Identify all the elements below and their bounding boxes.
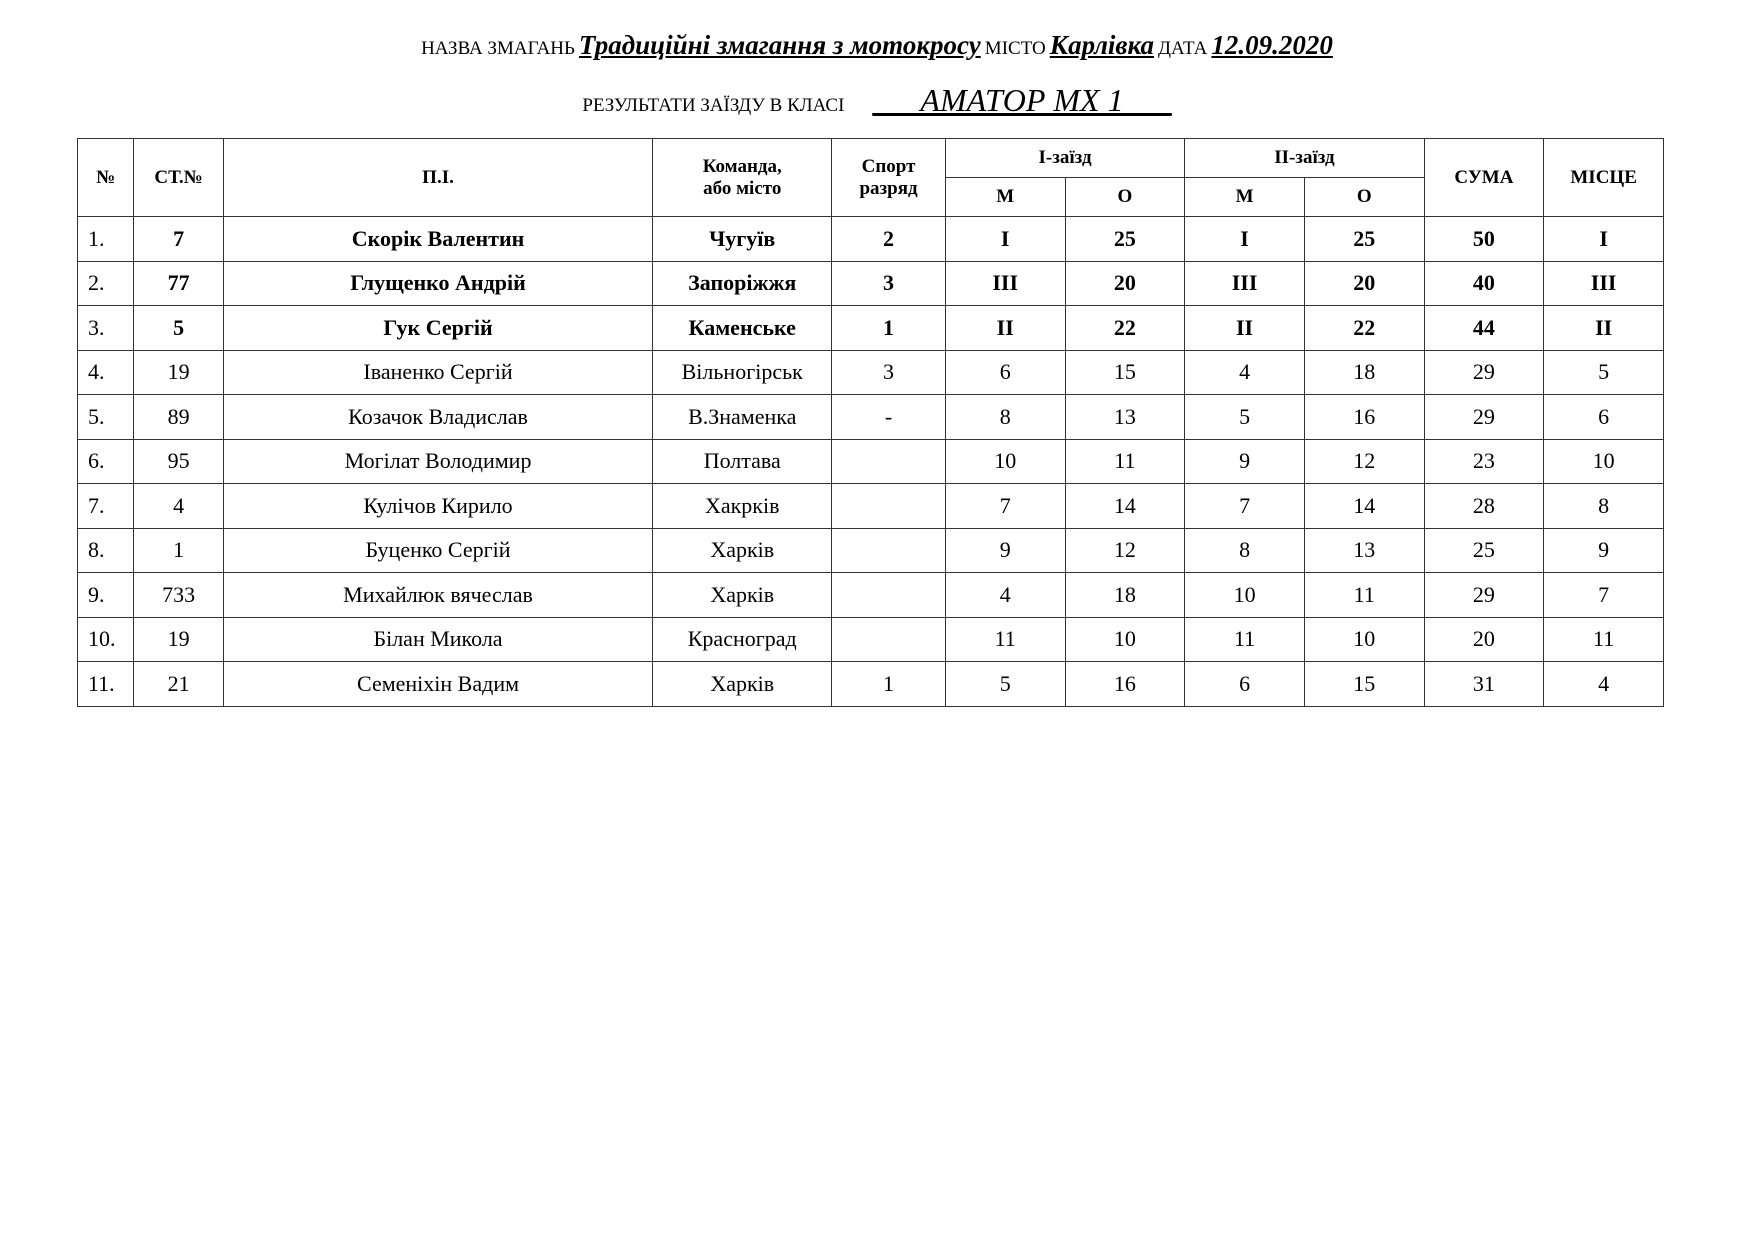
cell-team: Хакрків xyxy=(653,484,832,529)
cell-place: 4 xyxy=(1544,662,1664,707)
cell-race1-o: 16 xyxy=(1065,662,1185,707)
cell-num: 7. xyxy=(78,484,134,529)
cell-place: 9 xyxy=(1544,528,1664,573)
cell-total: 20 xyxy=(1424,617,1544,662)
table-row xyxy=(78,395,1664,440)
col-header-name: П.І. xyxy=(223,139,652,217)
cell-race2-o: 12 xyxy=(1304,439,1424,484)
cell-start-num: 77 xyxy=(134,261,224,306)
cell-race2-m: 7 xyxy=(1185,484,1305,529)
col-header-team-line1: Команда, xyxy=(702,155,782,177)
cell-race2-o: 18 xyxy=(1304,350,1424,395)
class-label: РЕЗУЛЬТАТИ ЗАЇЗДУ В КЛАСІ xyxy=(582,95,845,116)
cell-total: 29 xyxy=(1424,395,1544,440)
cell-total: 31 xyxy=(1424,662,1544,707)
cell-start-num: 1 xyxy=(134,528,224,573)
cell-start-num: 7 xyxy=(134,217,224,262)
cell-start-num: 19 xyxy=(134,350,224,395)
cell-team: Вільногірськ xyxy=(653,350,832,395)
results-body xyxy=(78,217,1664,707)
col-header-race2: II-заїзд xyxy=(1185,139,1424,178)
cell-rank: - xyxy=(832,395,946,440)
cell-race1-m: 8 xyxy=(945,395,1065,440)
cell-race2-m: 6 xyxy=(1185,662,1305,707)
cell-race2-m: 9 xyxy=(1185,439,1305,484)
cell-race2-m: 10 xyxy=(1185,573,1305,618)
col-header-num: № xyxy=(78,139,134,217)
cell-start-num: 89 xyxy=(134,395,224,440)
cell-rank: 3 xyxy=(832,350,946,395)
cell-race2-o: 16 xyxy=(1304,395,1424,440)
cell-num: 1. xyxy=(78,217,134,262)
cell-race2-o: 11 xyxy=(1304,573,1424,618)
col-header-team-line2: або місто xyxy=(703,177,782,199)
cell-race1-o: 18 xyxy=(1065,573,1185,618)
table-row xyxy=(78,662,1664,707)
col-header-race1: I-заїзд xyxy=(945,139,1184,178)
table-row xyxy=(78,350,1664,395)
col-header-total: СУМА xyxy=(1424,139,1544,217)
cell-rank xyxy=(832,528,946,573)
cell-race2-m: I xyxy=(1185,217,1305,262)
cell-rank: 2 xyxy=(832,217,946,262)
cell-race1-o: 11 xyxy=(1065,439,1185,484)
cell-team: Запоріжжя xyxy=(653,261,832,306)
col-header-race2-m: М xyxy=(1185,178,1305,217)
table-row xyxy=(78,306,1664,351)
cell-name: Гук Сергій xyxy=(223,306,652,351)
col-header-start-num: СТ.№ xyxy=(134,139,224,217)
event-header-line xyxy=(0,30,1754,61)
cell-place: II xyxy=(1544,306,1664,351)
cell-team: Харків xyxy=(653,528,832,573)
cell-race1-o: 22 xyxy=(1065,306,1185,351)
cell-name: Кулічов Кирило xyxy=(223,484,652,529)
cell-total: 25 xyxy=(1424,528,1544,573)
cell-race1-o: 10 xyxy=(1065,617,1185,662)
cell-num: 3. xyxy=(78,306,134,351)
table-row xyxy=(78,617,1664,662)
cell-race1-m: III xyxy=(945,261,1065,306)
cell-team: Харків xyxy=(653,662,832,707)
table-row xyxy=(78,261,1664,306)
cell-race1-o: 15 xyxy=(1065,350,1185,395)
cell-rank xyxy=(832,484,946,529)
cell-team: Полтава xyxy=(653,439,832,484)
cell-rank: 1 xyxy=(832,662,946,707)
cell-num: 10. xyxy=(78,617,134,662)
cell-race2-o: 25 xyxy=(1304,217,1424,262)
event-label: НАЗВА ЗМАГАНЬ xyxy=(421,38,575,59)
cell-place: 11 xyxy=(1544,617,1664,662)
cell-total: 40 xyxy=(1424,261,1544,306)
cell-race2-m: 8 xyxy=(1185,528,1305,573)
cell-team: В.Знаменка xyxy=(653,395,832,440)
cell-start-num: 5 xyxy=(134,306,224,351)
cell-name: Скорік Валентин xyxy=(223,217,652,262)
cell-race1-m: 9 xyxy=(945,528,1065,573)
cell-race2-m: III xyxy=(1185,261,1305,306)
cell-start-num: 19 xyxy=(134,617,224,662)
cell-num: 5. xyxy=(78,395,134,440)
event-name: Традиційні змагання з мотокросу xyxy=(578,30,981,60)
col-header-place: МІСЦЕ xyxy=(1544,139,1664,217)
cell-race1-m: 11 xyxy=(945,617,1065,662)
cell-race1-o: 20 xyxy=(1065,261,1185,306)
col-header-race2-o: О xyxy=(1304,178,1424,217)
cell-race2-o: 22 xyxy=(1304,306,1424,351)
cell-num: 2. xyxy=(78,261,134,306)
class-header-line xyxy=(0,82,1754,119)
table-header-row xyxy=(78,139,1664,178)
cell-total: 29 xyxy=(1424,350,1544,395)
cell-race2-m: 5 xyxy=(1185,395,1305,440)
cell-num: 6. xyxy=(78,439,134,484)
cell-start-num: 95 xyxy=(134,439,224,484)
cell-race1-o: 13 xyxy=(1065,395,1185,440)
cell-total: 23 xyxy=(1424,439,1544,484)
cell-race2-o: 13 xyxy=(1304,528,1424,573)
col-header-rank xyxy=(832,139,946,217)
cell-start-num: 733 xyxy=(134,573,224,618)
cell-name: Козачок Владислав xyxy=(223,395,652,440)
table-row xyxy=(78,439,1664,484)
cell-race1-o: 25 xyxy=(1065,217,1185,262)
cell-rank: 3 xyxy=(832,261,946,306)
results-table xyxy=(77,138,1664,707)
cell-race2-o: 14 xyxy=(1304,484,1424,529)
cell-name: Семеніхін Вадим xyxy=(223,662,652,707)
cell-name: Могілат Володимир xyxy=(223,439,652,484)
cell-name: Буценко Сергій xyxy=(223,528,652,573)
city-value: Карлівка xyxy=(1049,30,1154,60)
cell-num: 4. xyxy=(78,350,134,395)
cell-team: Каменське xyxy=(653,306,832,351)
cell-start-num: 4 xyxy=(134,484,224,529)
table-row xyxy=(78,573,1664,618)
table-row xyxy=(78,217,1664,262)
cell-total: 28 xyxy=(1424,484,1544,529)
cell-team: Харків xyxy=(653,573,832,618)
cell-name: Іваненко Сергій xyxy=(223,350,652,395)
class-name: ___АМАТОР МХ 1___ xyxy=(872,82,1172,118)
cell-place: 10 xyxy=(1544,439,1664,484)
date-value: 12.09.2020 xyxy=(1211,30,1333,60)
cell-name: Михайлюк вячеслав xyxy=(223,573,652,618)
cell-name: Білан Микола xyxy=(223,617,652,662)
cell-rank: 1 xyxy=(832,306,946,351)
cell-place: 5 xyxy=(1544,350,1664,395)
cell-num: 9. xyxy=(78,573,134,618)
cell-race2-o: 20 xyxy=(1304,261,1424,306)
cell-rank xyxy=(832,617,946,662)
col-header-rank-line1: Спорт xyxy=(861,155,916,177)
cell-race1-m: 5 xyxy=(945,662,1065,707)
cell-place: 8 xyxy=(1544,484,1664,529)
cell-name: Глущенко Андрій xyxy=(223,261,652,306)
cell-race1-o: 12 xyxy=(1065,528,1185,573)
cell-race2-m: 4 xyxy=(1185,350,1305,395)
cell-race2-o: 10 xyxy=(1304,617,1424,662)
table-row xyxy=(78,528,1664,573)
cell-place: III xyxy=(1544,261,1664,306)
city-label: МІСТО xyxy=(984,38,1046,59)
cell-num: 8. xyxy=(78,528,134,573)
cell-num: 11. xyxy=(78,662,134,707)
cell-place: 7 xyxy=(1544,573,1664,618)
date-label: ДАТА xyxy=(1158,38,1208,59)
cell-race1-m: I xyxy=(945,217,1065,262)
cell-rank xyxy=(832,439,946,484)
cell-race1-m: 6 xyxy=(945,350,1065,395)
cell-race1-m: 10 xyxy=(945,439,1065,484)
cell-race2-m: 11 xyxy=(1185,617,1305,662)
col-header-team xyxy=(653,139,832,217)
cell-place: 6 xyxy=(1544,395,1664,440)
col-header-rank-line2: разряд xyxy=(859,177,918,199)
col-header-race1-o: О xyxy=(1065,178,1185,217)
cell-start-num: 21 xyxy=(134,662,224,707)
cell-race1-m: II xyxy=(945,306,1065,351)
cell-total: 44 xyxy=(1424,306,1544,351)
cell-race1-m: 7 xyxy=(945,484,1065,529)
cell-race1-o: 14 xyxy=(1065,484,1185,529)
cell-total: 50 xyxy=(1424,217,1544,262)
cell-place: I xyxy=(1544,217,1664,262)
cell-race1-m: 4 xyxy=(945,573,1065,618)
table-row xyxy=(78,484,1664,529)
cell-team: Чугуїв xyxy=(653,217,832,262)
cell-race2-m: II xyxy=(1185,306,1305,351)
cell-rank xyxy=(832,573,946,618)
cell-total: 29 xyxy=(1424,573,1544,618)
col-header-race1-m: М xyxy=(945,178,1065,217)
cell-race2-o: 15 xyxy=(1304,662,1424,707)
cell-team: Красноград xyxy=(653,617,832,662)
